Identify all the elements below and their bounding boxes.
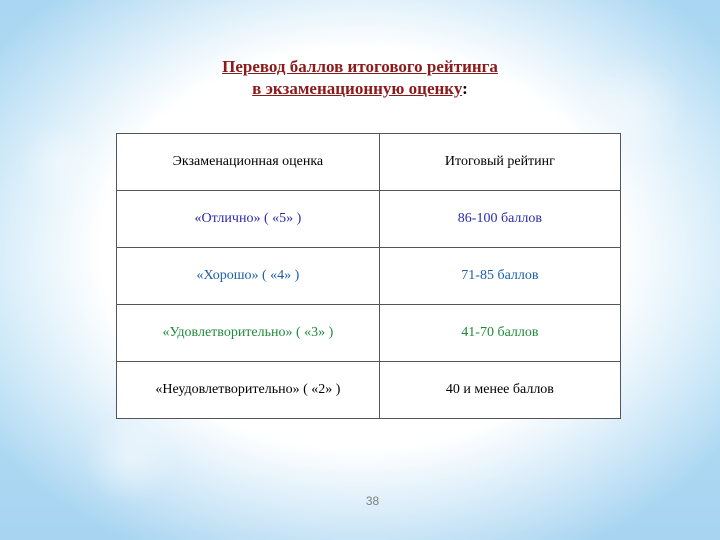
score-cell: 40 и менее баллов [379, 362, 620, 419]
title-line-2: в экзаменационную оценку [252, 79, 463, 98]
grade-cell: «Хорошо» ( «4» ) [117, 248, 380, 305]
grade-cell: «Отлично» ( «5» ) [117, 191, 380, 248]
score-cell: 71-85 баллов [379, 248, 620, 305]
table-row [117, 362, 621, 419]
title-line-2-wrapper [0, 78, 720, 100]
table-row [117, 248, 621, 305]
header-exam-grade: Экзаменационная оценка [117, 134, 380, 191]
score-cell: 86-100 баллов [379, 191, 620, 248]
grade-cell: «Удовлетворительно» ( «3» ) [117, 305, 380, 362]
score-cell: 41-70 баллов [379, 305, 620, 362]
table-row [117, 305, 621, 362]
title-line-1: Перевод баллов итогового рейтинга [222, 57, 498, 76]
grade-conversion-table [116, 133, 621, 419]
table-header-row [117, 134, 621, 191]
slide-title [0, 56, 720, 100]
table-row [117, 191, 621, 248]
page-number: 38 [365, 494, 380, 508]
header-final-rating: Итоговый рейтинг [379, 134, 620, 191]
grade-cell: «Неудовлетворительно» ( «2» ) [117, 362, 380, 419]
title-colon: : [462, 79, 468, 98]
